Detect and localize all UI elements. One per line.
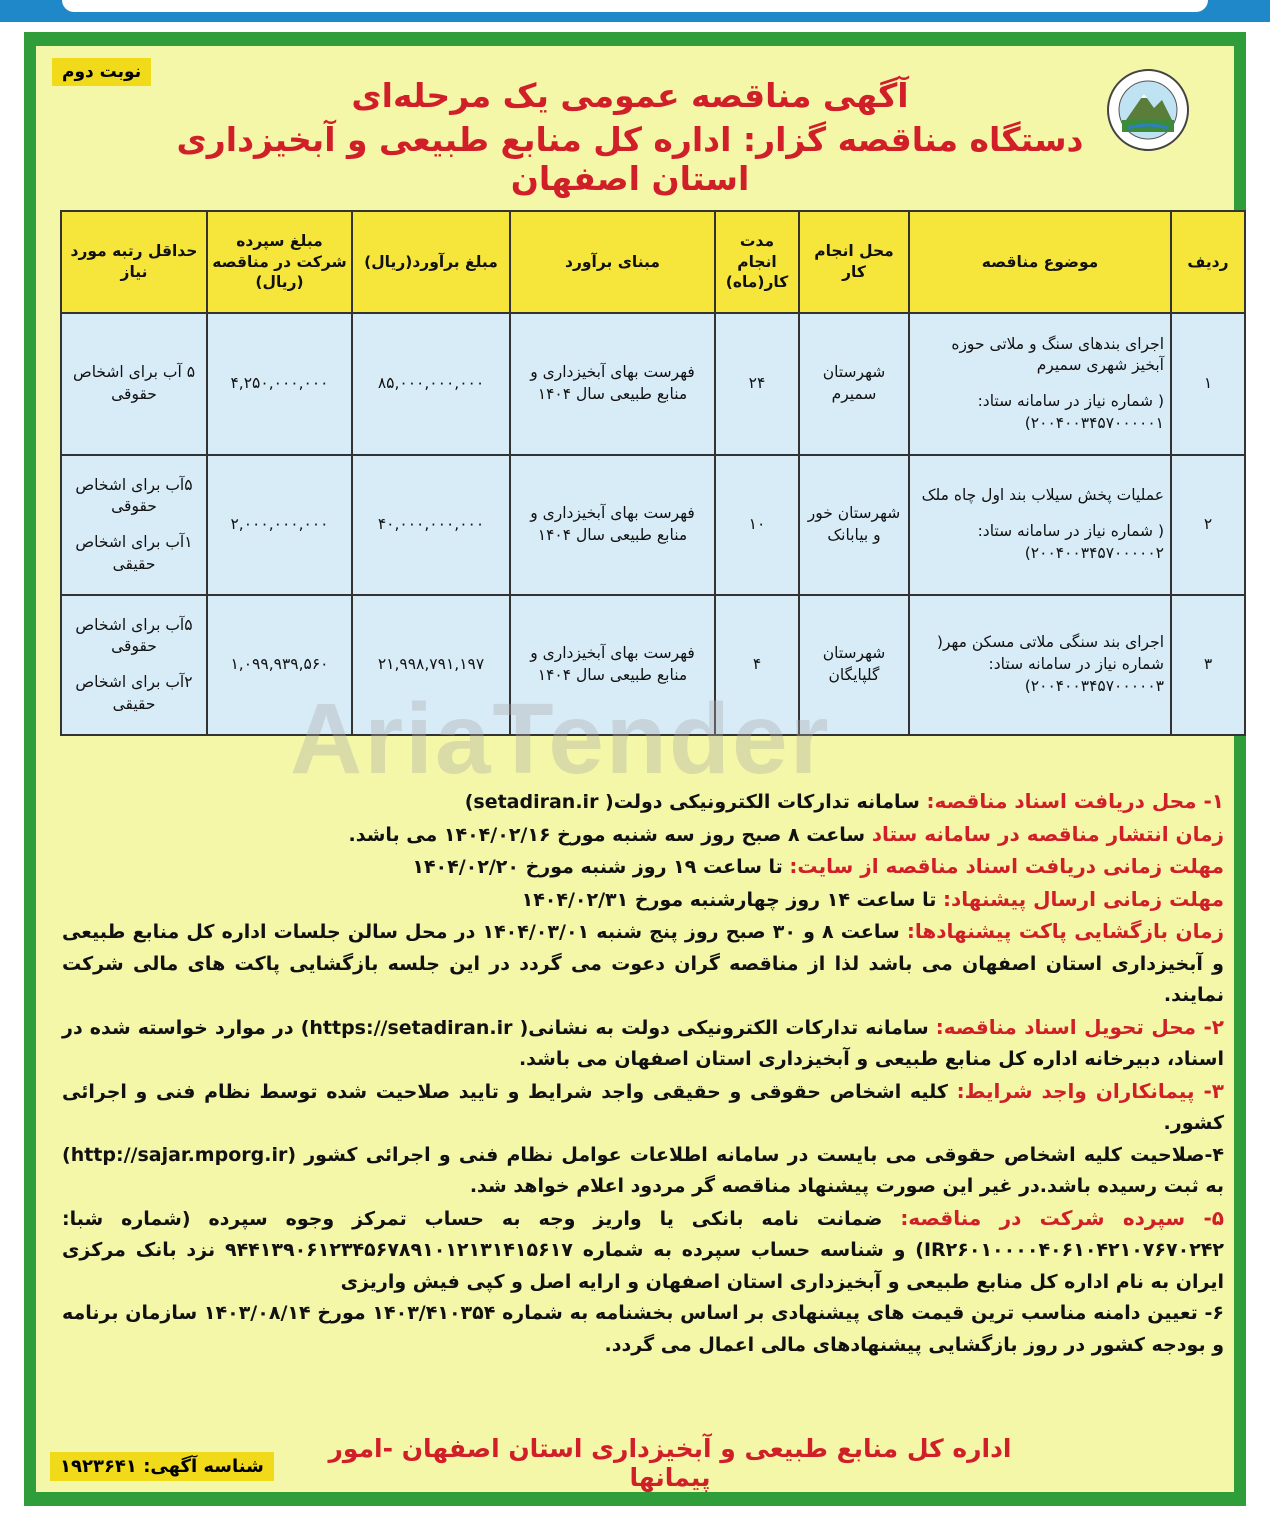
row-grade	[61, 595, 207, 735]
watermark: AriaTender	[290, 683, 831, 795]
top-strip	[0, 0, 1270, 30]
grade-real: ۱آب برای اشخاص حقیقی	[75, 533, 193, 573]
row-subject	[909, 455, 1171, 595]
item-5: ۵- سپرده شرکت در مناقصه: ضمانت نامه بانکی یا واریز وجه به حساب تمرکز وجوه سپرده (شماره شبا: IR۲۶۰۱۰۰۰۰۴۰۶۱۰۴۲۱۰۷۶۷۰۲۴۲) و شناسه حساب سپرده به شماره ۹۴۴۱۳۹۰۶۱۲۳۴۵۶۷۸۹۱۰۱۲۱۳۱۴۱۵۶۱۷ نزد بانک مرکزی ایران به نام اداره کل منابع طبیعی و آبخیزداری استان اصفهان و ارایه اصل و کپی فیش واریزی	[62, 1205, 1224, 1293]
row-estimate: ۲۱,۹۹۸,۷۹۱,۱۹۷	[352, 595, 510, 735]
row-subject	[909, 313, 1171, 455]
row-estimate: ۸۵,۰۰۰,۰۰۰,۰۰۰	[352, 313, 510, 455]
round-badge: نوبت دوم	[52, 58, 151, 86]
header-cell: ردیف	[1171, 211, 1245, 313]
grade-real: ۲آب برای اشخاص حقیقی	[75, 673, 193, 713]
notice-body	[62, 786, 1224, 1361]
row-estimate: ۴۰,۰۰۰,۰۰۰,۰۰۰	[352, 455, 510, 595]
row-grade	[61, 455, 207, 595]
row-deposit: ۱,۰۹۹,۹۳۹,۵۶۰	[207, 595, 352, 735]
need-number: ( شماره نیاز در سامانه ستاد: ۲۰۰۴۰۰۳۴۵۷۰۰۰۰۰۲)	[977, 522, 1164, 562]
header-cell: مبلغ برآورد(ریال)	[352, 211, 510, 313]
item-3: ۳- پیمانکاران واجد شرایط: کلیه اشخاص حقوقی و حقیقی واجد شرایط و تایید صلاحیت شده توسط نظام فنی و اجرائی کشور.	[62, 1078, 1225, 1134]
header-cell: مبلغ سپرده شرکت در مناقصه (ریال)	[207, 211, 352, 313]
subject-text: اجرای بندهای سنگ و ملاتی حوزه آبخیز شهری سمیرم	[951, 334, 1164, 375]
top-white-tab	[62, 0, 1208, 12]
row-number: ۳	[1171, 595, 1245, 735]
header-cell: موضوع مناقصه	[909, 211, 1171, 313]
tender-table	[60, 210, 1246, 736]
org-logo-icon	[1106, 68, 1190, 152]
row-grade	[61, 313, 207, 455]
header-cell: مبنای برآورد	[510, 211, 715, 313]
title-line-1: آگهی مناقصه عمومی یک مرحله‌ای	[351, 76, 909, 115]
table-row	[61, 455, 1245, 595]
grade-legal: ۵ آب برای اشخاص حقوقی	[72, 363, 196, 403]
row-place: شهرستان گلپایگان	[799, 595, 909, 735]
item-1: ۱- محل دریافت اسناد مناقصه: سامانه تدارکات الکترونیکی دولت( setadiran.ir)	[464, 789, 1224, 813]
row-number: ۲	[1171, 455, 1245, 595]
item-opening: زمان بازگشایی پاکت پیشنهادها: ساعت ۸ و ۳۰ صبح روز پنج شنبه ۱۴۰۴/۰۳/۰۱ در محل سالن جلسات اداره کل منابع طبیعی و آبخیزداری استان اصفهان می باشد لذا از مناقصه گران دعوت می گردد در این جلسه بازگشایی پاکت های مالی شرکت نمایند.	[62, 919, 1225, 1006]
row-duration: ۲۴	[715, 313, 799, 455]
row-place: شهرستان خور و بیابانک	[799, 455, 909, 595]
subject-text: عملیات پخش سیلاب بند اول چاه ملک	[921, 486, 1164, 505]
notice-id-value: ۱۹۲۳۶۴۱	[60, 1456, 137, 1477]
subject-text: اجرای بند سنگی ملاتی مسکن مهر( شماره نیاز در سامانه ستاد: ۲۰۰۴۰۰۳۴۵۷۰۰۰۰۰۳)	[936, 633, 1164, 695]
footer-signature: اداره کل منابع طبیعی و آبخیزداری استان اصفهان -امور پیمانها	[328, 1434, 1012, 1492]
header-cell: محل انجام کار	[799, 211, 909, 313]
title-line-2: دستگاه مناقصه گزار: اداره کل منابع طبیعی و آبخیزداری استان اصفهان	[176, 120, 1084, 198]
row-deposit: ۲,۰۰۰,۰۰۰,۰۰۰	[207, 455, 352, 595]
row-place: شهرستان سمیرم	[799, 313, 909, 455]
item-6: ۶- تعیین دامنه مناسب ترین قیمت های پیشنهادی بر اساس بخشنامه به شماره ۱۴۰۳/۴۱۰۳۵۴ مورخ ۱۴۰۳/۰۸/۱۴ سازمان برنامه و بودجه کشور در روز بازگشایی پیشنهادهای مالی اعمال می گردد.	[62, 1302, 1224, 1356]
row-duration: ۱۰	[715, 455, 799, 595]
item-receive-deadline: مهلت زمانی دریافت اسناد مناقصه از سایت: تا ساعت ۱۹ روز شنبه مورخ ۱۴۰۴/۰۲/۲۰	[412, 854, 1224, 878]
row-basis: فهرست بهای آبخیزداری و منابع طبیعی سال ۱۴۰۴	[510, 313, 715, 455]
item-2: ۲- محل تحویل اسناد مناقصه: سامانه تدارکات الکترونیکی دولت به نشانی( https://setadiran.ir) در موارد خواسته شده در اسناد، دبیرخانه اداره کل منابع طبیعی و آبخیزداری استان اصفهان می باشد.	[62, 1014, 1224, 1070]
notice-id-label: شناسه آگهی:	[143, 1456, 264, 1477]
row-deposit: ۴,۲۵۰,۰۰۰,۰۰۰	[207, 313, 352, 455]
item-publish: زمان انتشار مناقصه در سامانه ستاد ساعت ۸ صبح روز سه شنبه مورخ ۱۴۰۴/۰۲/۱۶ می باشد.	[348, 821, 1224, 846]
row-basis: فهرست بهای آبخیزداری و منابع طبیعی سال ۱۴۰۴	[510, 595, 715, 735]
item-submit-deadline: مهلت زمانی ارسال پیشنهاد: تا ساعت ۱۴ روز چهارشنبه مورخ ۱۴۰۴/۰۲/۳۱	[521, 886, 1224, 911]
table-row	[61, 313, 1245, 455]
notice-id-badge	[50, 1452, 274, 1481]
row-duration: ۴	[715, 595, 799, 735]
need-number: ( شماره نیاز در سامانه ستاد: ۲۰۰۴۰۰۳۴۵۷۰۰۰۰۰۱)	[977, 392, 1164, 432]
row-basis: فهرست بهای آبخیزداری و منابع طبیعی سال ۱۴۰۴	[510, 455, 715, 595]
header-cell: حداقل رتبه مورد نیاز	[61, 211, 207, 313]
grade-legal: ۵آب برای اشخاص حقوقی	[75, 615, 193, 656]
item-4: ۴-صلاحیت کلیه اشخاص حقوقی می بایست در سامانه اطلاعات عوامل نظام فنی و اجرائی کشور (http://sajar.mporg.ir) به ثبت رسیده باشد.در غیر این صورت پیشنهاد مناقصه گر مردود اعلام خواهد شد.	[62, 1143, 1224, 1197]
table-header-row	[61, 211, 1245, 313]
row-number: ۱	[1171, 313, 1245, 455]
header-cell: مدت انجام کار(ماه)	[715, 211, 799, 313]
grade-legal: ۵آب برای اشخاص حقوقی	[75, 475, 193, 516]
